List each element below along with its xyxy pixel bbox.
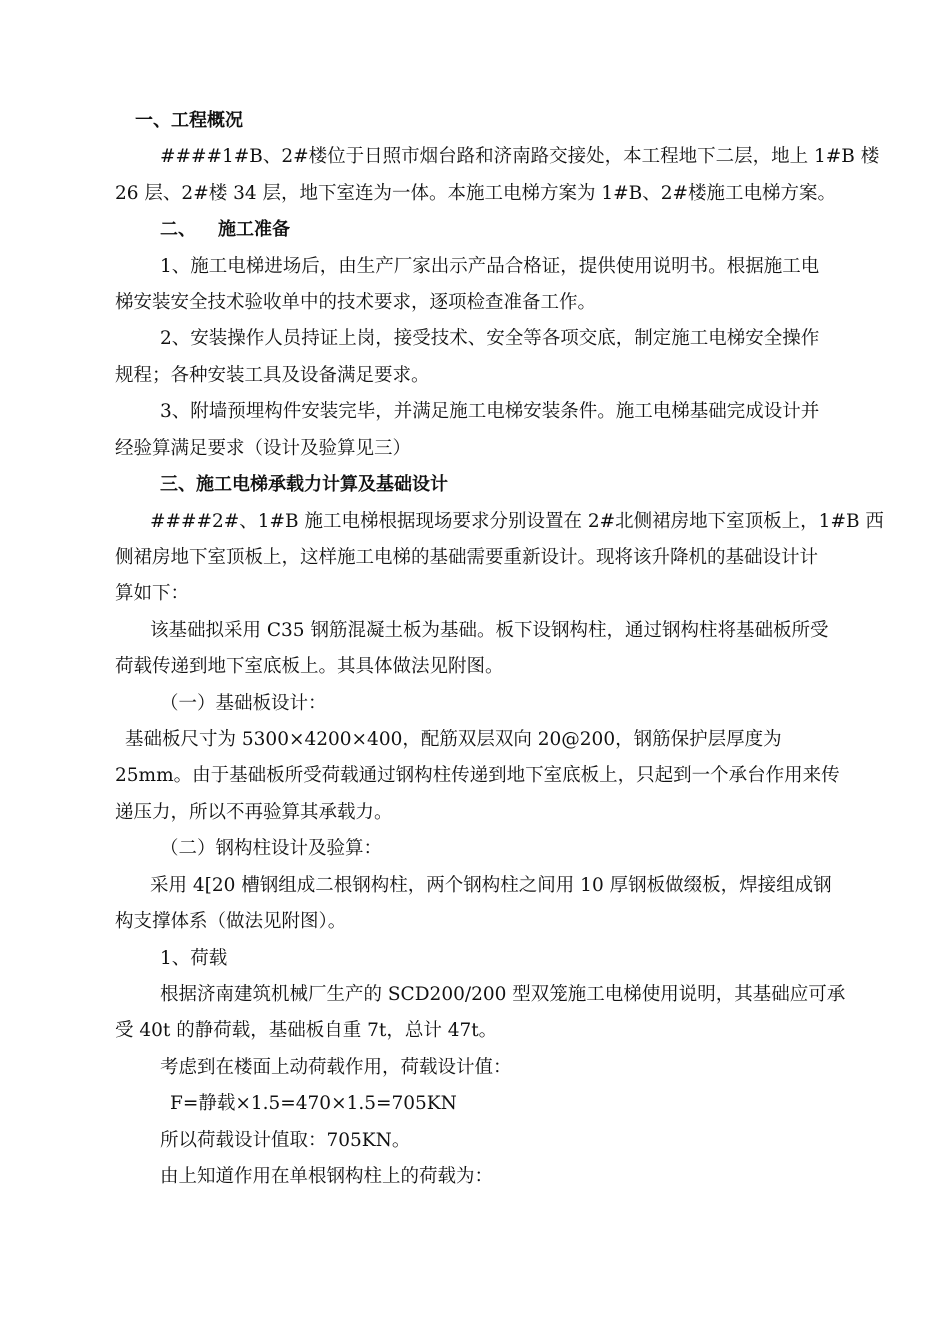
paragraph-line: 根据济南建筑机械厂生产的 SCD200/200 型双笼施工电梯使用说明，其基础应可承 — [160, 984, 846, 1005]
paragraph-line: 1、施工电梯进场后，由生产厂家出示产品合格证，提供使用说明书。根据施工电 — [160, 256, 820, 277]
paragraph-line: 基础板尺寸为 5300×4200×400，配筋双层双向 20@200，钢筋保护层厚度为 — [125, 729, 782, 750]
section-heading-1: 一、工程概况 — [135, 110, 243, 131]
subsection-heading: （二）钢构柱设计及验算： — [160, 838, 383, 859]
paragraph-line: 荷载传递到地下室底板上。其具体做法见附图。 — [115, 656, 504, 677]
paragraph-line: ####1#B、2#楼位于日照市烟台路和济南路交接处，本工程地下二层，地上 1#B 楼 — [160, 146, 880, 167]
paragraph-line: 2、安装操作人员持证上岗，接受技术、安全等各项交底，制定施工电梯安全操作 — [160, 328, 820, 349]
formula-line: F=静载×1.5=470×1.5=705KN — [170, 1093, 457, 1114]
paragraph-line: 受 40t 的静荷载，基础板自重 7t，总计 47t。 — [115, 1020, 498, 1041]
paragraph-line: 25mm。由于基础板所受荷载通过钢构柱传递到地下室底板上，只起到一个承台作用来传 — [115, 765, 840, 786]
paragraph-line: 26 层、2#楼 34 层，地下室连为一体。本施工电梯方案为 1#B、2#楼施工电梯方案。 — [115, 183, 837, 204]
paragraph-line: 由上知道作用在单根钢构柱上的荷载为： — [160, 1166, 494, 1187]
section-heading-2-title: 施工准备 — [218, 219, 290, 240]
section-heading-3: 三、施工电梯承载力计算及基础设计 — [160, 474, 448, 495]
paragraph-line: 构支撑体系（做法见附图）。 — [115, 911, 347, 932]
paragraph-line: 考虑到在楼面上动荷载作用，荷载设计值： — [160, 1057, 512, 1078]
paragraph-line: 采用 4[20 槽钢组成二根钢构柱，两个钢构柱之间用 10 厚钢板做缀板，焊接组成钢 — [150, 875, 832, 896]
paragraph-line: ####2#、1#B 施工电梯根据现场要求分别设置在 2#北侧裙房地下室顶板上，1#B 西 — [150, 511, 884, 532]
paragraph-line: 3、附墙预埋构件安装完毕，并满足施工电梯安装条件。施工电梯基础完成设计并 — [160, 401, 820, 422]
paragraph-line: 梯安装安全技术验收单中的技术要求，逐项检查准备工作。 — [115, 292, 597, 313]
paragraph-line: 该基础拟采用 C35 钢筋混凝土板为基础。板下设钢构柱，通过钢构柱将基础板所受 — [150, 620, 829, 641]
paragraph-line: 所以荷载设计值取：705KN。 — [160, 1130, 411, 1151]
paragraph-line: 经验算满足要求（设计及验算见三） — [115, 438, 412, 459]
paragraph-line: 递压力，所以不再验算其承载力。 — [115, 802, 393, 823]
subsection-heading: 1、荷载 — [160, 948, 228, 969]
paragraph-line: 算如下： — [115, 583, 190, 604]
paragraph-line: 规程；各种安装工具及设备满足要求。 — [115, 365, 430, 386]
section-heading-2-number: 二、 — [160, 219, 196, 240]
paragraph-line: 侧裙房地下室顶板上，这样施工电梯的基础需要重新设计。现将该升降机的基础设计计 — [115, 547, 819, 568]
subsection-heading: （一）基础板设计： — [160, 693, 327, 714]
